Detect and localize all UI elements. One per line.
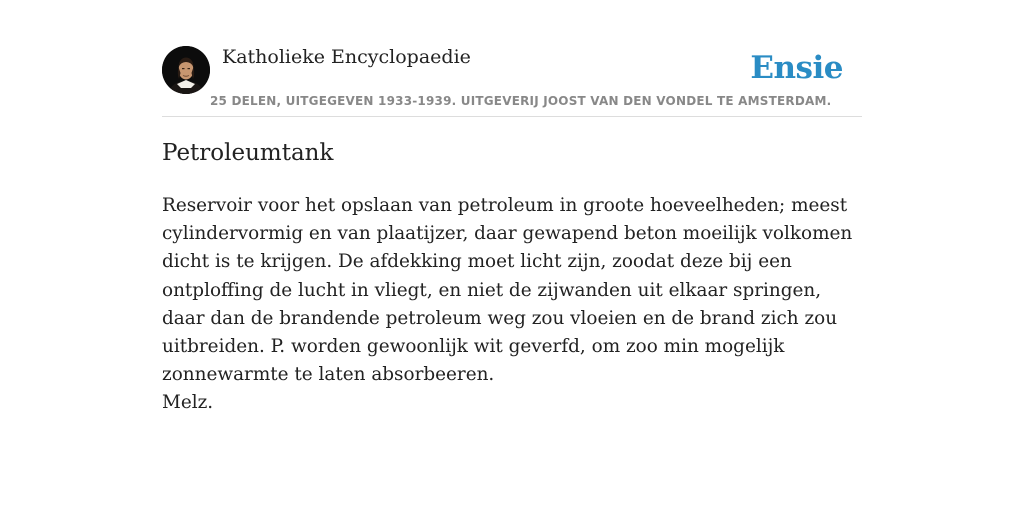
article-title: Petroleumtank	[162, 140, 334, 166]
brand-logo-link[interactable]: Ensie	[750, 50, 843, 86]
article-body	[162, 192, 862, 418]
portrait-avatar-image	[162, 46, 210, 94]
portrait-avatar-icon[interactable]	[162, 46, 210, 94]
article-text: Reservoir voor het opslaan van petroleum in groote hoeveelheden; meest cylindervormig en van plaatijzer, daar gewapend beton moeilijk volkomen dicht is te krijgen. De afdekking moet licht zijn, zoodat deze bij een ontploffing de lucht in vliegt, en niet de zijwanden uit elkaar springen, daar dan de brandende petroleum weg zou vloeien en de brand zich zou uitbreiden. P. worden gewoonlijk wit geverfd, om zoo min mogelijk zonnewarmte te laten absorbeeren.	[162, 195, 853, 386]
article-author: Melz.	[162, 392, 214, 414]
publication-title-link[interactable]: Katholieke Encyclopaedie	[222, 46, 471, 68]
publication-header	[162, 44, 862, 117]
publication-subtitle: 25 DELEN, UITGEGEVEN 1933-1939. UITGEVERIJ JOOST VAN DEN VONDEL TE AMSTERDAM.	[210, 94, 832, 108]
